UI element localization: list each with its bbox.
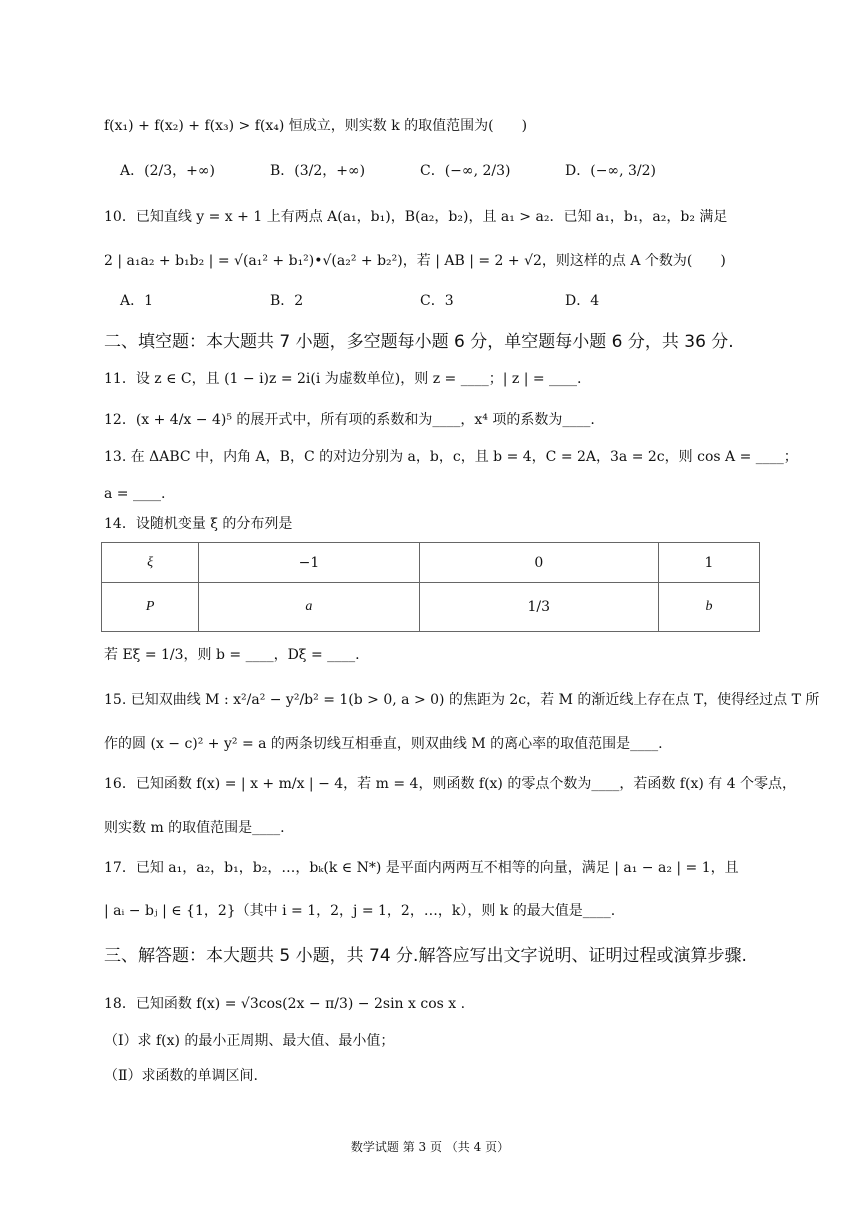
q18-stem: 18．已知函数 f(x) = √3cos(2x − π/3) − 2sin x cos x . [104, 996, 466, 1012]
q9-tail: f(x₁) + f(x₂) + f(x₃) > f(x₄) 恒成立，则实数 k 的取值范围为( ) [104, 118, 528, 134]
q10-line2: 2 | a₁a₂ + b₁b₂ | = √(a₁² + b₁²)•√(a₂² + b₂²)，若 | AB | = 2 + √2，则这样的点 A 个数为( ) [104, 253, 726, 269]
q17-line2: | aᵢ − bⱼ | ∈ {1，2}（其中 i = 1，2，j = 1，2，…，k），则 k 的最大值是____. [104, 903, 616, 919]
q13-line2: a = ____. [104, 486, 166, 502]
table-cell: b [659, 583, 760, 632]
table-cell: 1 [659, 543, 760, 583]
q10-option-d[interactable]: D．4 [565, 293, 600, 309]
table-cell: −1 [199, 543, 419, 583]
table-row [102, 543, 760, 583]
q14-tail: 若 Eξ = 1/3，则 b = ____，Dξ = ____. [104, 647, 360, 663]
q13-line1: 13. 在 ΔABC 中，内角 A，B，C 的对边分别为 a，b，c，且 b = 4，C = 2A，3a = 2c，则 cos A = ____； [104, 449, 798, 465]
q10-options [120, 290, 764, 312]
q9-option-c[interactable]: C．(−∞, 2/3) [420, 163, 511, 179]
table-row [102, 583, 760, 632]
q18-part1: （Ⅰ）求 f(x) 的最小正周期、最大值、最小值； [104, 1033, 395, 1049]
q17-line1: 17．已知 a₁，a₂，b₁，b₂，…，bₖ(k ∈ N*) 是平面内两两互不相等的向量，满足 | a₁ − a₂ | = 1，且 [104, 860, 739, 876]
q12: 12．(x + 4/x − 4)⁵ 的展开式中，所有项的系数和为____，x⁴ 项的系数为____. [104, 412, 595, 428]
q9-option-d[interactable]: D．(−∞, 3/2) [565, 163, 656, 179]
section-2-heading: 二、填空题：本大题共 7 小题，多空题每小题 6 分，单空题每小题 6 分，共 36 分. [104, 332, 734, 352]
q18-part2: （Ⅱ）求函数的单调区间. [104, 1068, 258, 1084]
distribution-table [101, 542, 760, 632]
q10-option-a[interactable]: A．1 [120, 293, 154, 309]
q14-intro: 14．设随机变量 ξ 的分布列是 [104, 516, 293, 532]
section-3-heading: 三、解答题：本大题共 5 小题，共 74 分.解答应写出文字说明、证明过程或演算步骤. [104, 946, 747, 966]
q16-line1: 16．已知函数 f(x) = | x + m/x | − 4，若 m = 4，则函数 f(x) 的零点个数为____，若函数 f(x) 有 4 个零点， [104, 776, 797, 792]
q16-line2: 则实数 m 的取值范围是____. [104, 820, 285, 836]
q9-option-b[interactable]: B．(3/2，+∞) [270, 163, 366, 179]
table-cell: a [199, 583, 419, 632]
q10-option-b[interactable]: B．2 [270, 293, 304, 309]
q15-line2: 作的圆 (x − c)² + y² = a 的两条切线互相垂直，则双曲线 M 的离心率的取值范围是____. [104, 736, 663, 752]
q10-option-c[interactable]: C．3 [420, 293, 454, 309]
q10-line1: 10．已知直线 y = x + 1 上有两点 A(a₁，b₁)，B(a₂，b₂)，且 a₁ > a₂．已知 a₁，b₁，a₂，b₂ 满足 [104, 209, 728, 225]
table-cell: ξ [102, 543, 199, 583]
q15-line1: 15. 已知双曲线 M : x²/a² − y²/b² = 1(b > 0, a > 0) 的焦距为 2c，若 M 的渐近线上存在点 T，使得经过点 T 所 [104, 692, 820, 708]
table-cell: P [102, 583, 199, 632]
table-cell: 1/3 [419, 583, 658, 632]
table-cell: 0 [419, 543, 658, 583]
q11: 11．设 z ∈ C，且 (1 − i)z = 2i(i 为虚数单位)，则 z = ____；| z | = ____. [104, 371, 582, 387]
page-footer: 数学试题 第 3 页 （共 4 页） [350, 1140, 510, 1154]
q9-options [120, 160, 764, 182]
q9-option-a[interactable]: A．(2/3，+∞) [120, 163, 215, 179]
